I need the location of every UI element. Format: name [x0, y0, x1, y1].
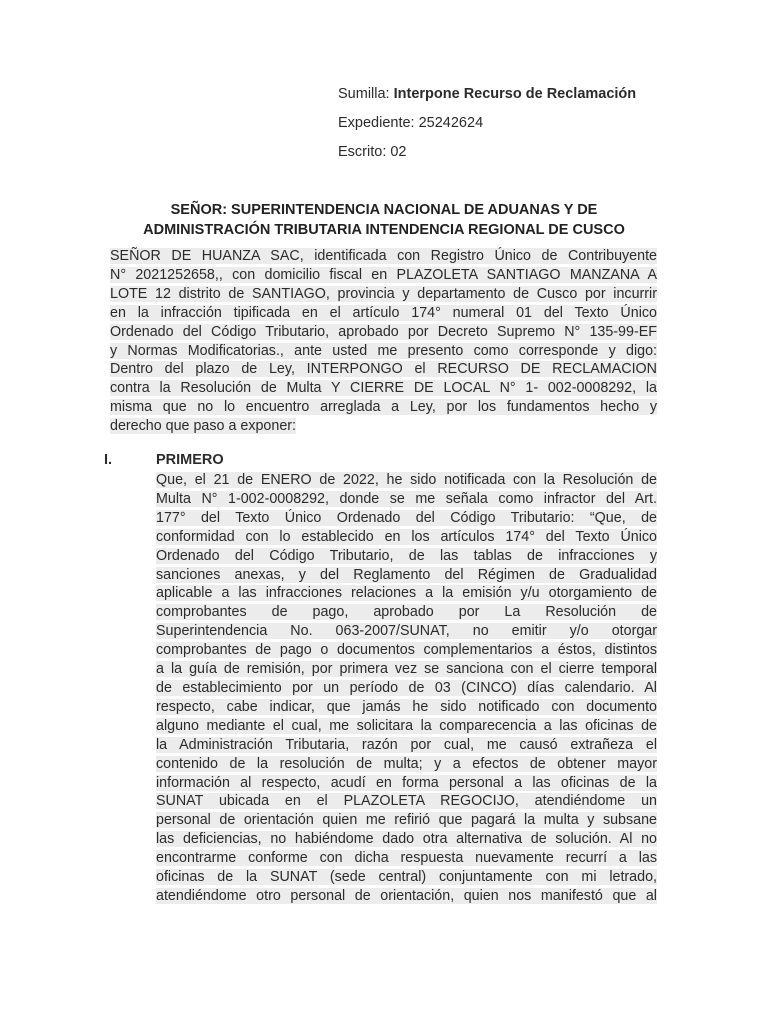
- text-line: Ordenado del Código Tributario, de las tablas de infracciones y: [156, 547, 657, 564]
- text-line: Superintendencia No. 063-2007/SUNAT, no emitir y/o otorgar: [156, 623, 657, 640]
- text-line: personal de orientación quien me refirió que pagará la multa y subsane: [156, 812, 657, 829]
- text-line: y Normas Modificatorias., ante usted me presento como corresponde y digo:: [110, 342, 657, 359]
- text-line: comprobantes de pago o documentos complementarios a éstos, distintos: [156, 642, 657, 659]
- text-line: SEÑOR DE HUANZA SAC, identificada con Registro Único de Contribuyente: [110, 248, 657, 264]
- text-line: atendiéndome otro personal de orientación, quien nos manifestó que al: [156, 887, 657, 904]
- text-line: contenido de la resolución de multa; y a efectos de obtener mayor: [156, 755, 657, 772]
- text-line: Multa N° 1-002-0008292, donde se me señala como infractor del Art.: [156, 490, 657, 507]
- addressee-line-2: ADMINISTRACIÓN TRIBUTARIA INTENDENCIA REGIONAL DE CUSCO: [143, 221, 625, 238]
- text-line: 177° del Texto Único Ordenado del Código Tributario: “Que, de: [156, 509, 657, 526]
- expediente-line: Expediente: 25242624: [338, 115, 484, 131]
- section-number: I.: [104, 452, 113, 468]
- document-header: [338, 84, 636, 171]
- text-line: aplicable a las infracciones relaciones a la emisión y/u otorgamiento de: [156, 585, 657, 602]
- text-line: en la infracción tipificada en el artículo 174° numeral 01 del Texto Único: [110, 304, 657, 321]
- text-line: a la guía de remisión, por primera vez se sanciona con el cierre temporal: [156, 661, 657, 678]
- intro-paragraph: [110, 247, 657, 436]
- text-line: N° 2021252658,, con domicilio fiscal en PLAZOLETA SANTIAGO MANZANA A: [110, 266, 657, 283]
- addressee-line-1: SEÑOR: SUPERINTENDENCIA NACIONAL DE ADUANAS Y DE: [170, 202, 598, 218]
- sumilla-label: Sumilla:: [338, 86, 390, 102]
- text-line: las deficiencias, no habiéndome dado otra alternativa de solución. Al no: [156, 831, 657, 848]
- sumilla-value: Interpone Recurso de Reclamación: [393, 86, 637, 102]
- text-line: comprobantes de pago, aprobado por La Resolución de: [156, 604, 657, 621]
- section-body-paragraph: [156, 471, 657, 906]
- text-line: encontrarme conforme con dicha respuesta nuevamente recurrí a las: [156, 850, 657, 867]
- text-line: conformidad con lo establecido en los artículos 174° del Texto Único: [156, 528, 657, 545]
- text-line: derecho que paso a exponer:: [110, 418, 296, 435]
- text-line: alguno mediante el cual, me solicitara la comparecencia a las oficinas de: [156, 717, 657, 734]
- addressee-heading: [100, 201, 668, 240]
- text-line: oficinas de la SUNAT (sede central) conjuntamente con mi letrado,: [156, 869, 657, 886]
- escrito-line: Escrito: 02: [338, 144, 407, 160]
- text-line: sanciones anexas, y del Reglamento del Régimen de Gradualidad: [156, 566, 657, 583]
- text-line: Dentro del plazo de Ley, INTERPONGO el RECURSO DE RECLAMACION: [110, 361, 657, 378]
- text-line: la Administración Tributaria, razón por cual, me causó extrañeza el: [156, 736, 657, 753]
- text-line: de establecimiento por un período de 03 (CINCO) días calendario. Al: [156, 679, 657, 696]
- text-line: Que, el 21 de ENERO de 2022, he sido notificada con la Resolución de: [156, 472, 657, 488]
- text-line: Ordenado del Código Tributario, aprobado por Decreto Supremo N° 135-99-EF: [110, 323, 657, 340]
- text-line: SUNAT ubicada en el PLAZOLETA REGOCIJO, atendiéndome un: [156, 793, 657, 810]
- text-line: respecto, cabe indicar, que jamás he sido notificado con documento: [156, 698, 657, 715]
- sumilla-line: [338, 84, 636, 113]
- text-line: contra la Resolución de Multa Y CIERRE DE LOCAL N° 1- 002-0008292, la: [110, 380, 657, 397]
- text-line: información al respecto, acudí en forma personal a las oficinas de la: [156, 774, 657, 791]
- text-line: LOTE 12 distrito de SANTIAGO, provincia y departamento de Cusco por incurrir: [110, 285, 657, 302]
- text-line: misma que no lo encuentro arreglada a Ley, por los fundamentos hecho y: [110, 399, 657, 416]
- section-title: PRIMERO: [156, 452, 224, 468]
